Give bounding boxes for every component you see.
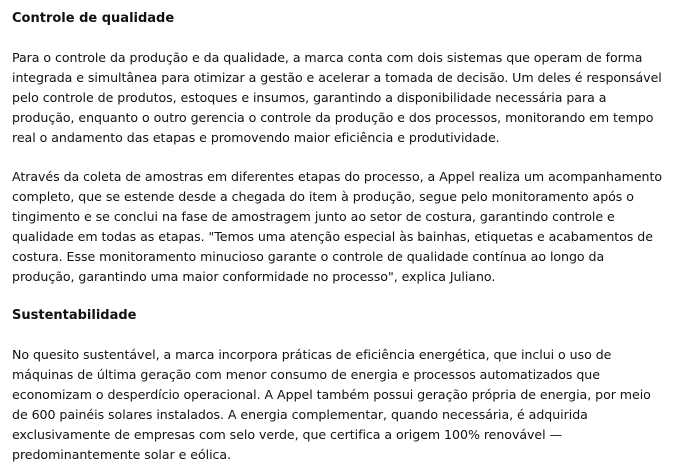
spacer bbox=[12, 326, 665, 345]
spacer bbox=[12, 148, 665, 167]
spacer bbox=[12, 287, 665, 306]
section-heading-sustainability: Sustentabilidade bbox=[12, 308, 137, 323]
paragraph-quality-sampling: Através da coleta de amostras em diferentes etapas do processo, a Appel realiza um acompanhamento completo, que se estende desde a chegada do item à produção, segue pelo monitoramento após o tingimento e se conclui na fase de amostragem junto ao setor de costura, garantindo controle e qualidade em todas as etapas. "Temos uma atenção especial às bainhas, etiquetas e acabamentos de costura. Esse monitoramento minucioso garante o controle de qualidade contínua ao longo da produção, garantindo uma maior conformidade no processo", explica Juliano. bbox=[12, 169, 663, 284]
section-heading-quality-control: Controle de qualidade bbox=[12, 11, 175, 26]
paragraph-sustainability: No quesito sustentável, a marca incorpora práticas de eficiência energética, que inclui o uso de máquinas de última geração com menor consumo de energia e processos automatizados que economizam o desperdício operacional. A Appel também possui geração própria de energia, por meio de 600 painéis solares instalados. A energia complementar, quando necessária, é adquirida exclusivamente de empresas com selo verde, que certifica a origem 100% renovável — predominantemente solar e eólica. bbox=[12, 347, 651, 462]
paragraph-quality-systems: Para o controle da produção e da qualidade, a marca conta com dois sistemas que operam de forma integrada e simultânea para otimizar a gestão e acelerar a tomada de decisão. Um deles é responsável pelo controle de produtos, estoques e insumos, garantindo a disponibilidade necessária para a produção, enquanto o outro gerencia o controle da produção e dos processos, monitorando em tempo real o andamento das etapas e promovendo maior eficiência e produtividade. bbox=[12, 50, 662, 145]
spacer bbox=[12, 29, 665, 48]
